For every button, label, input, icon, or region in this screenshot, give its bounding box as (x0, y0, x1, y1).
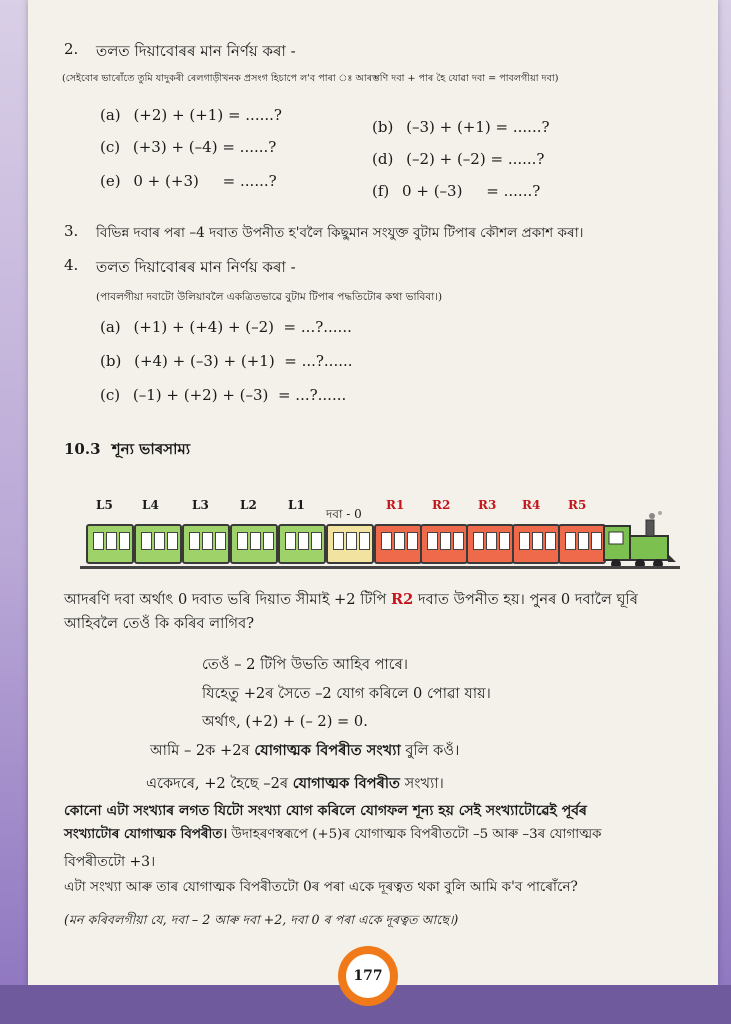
item-blank: ...?...... (295, 386, 347, 404)
car-label-zero: দবা - 0 (326, 507, 362, 521)
train-car-zero (326, 524, 374, 564)
para-2-line-2 (64, 824, 601, 846)
car-label-l2: L2 (240, 498, 257, 512)
line-4-text-a: আমি – 2ক +2ৰ (150, 742, 255, 759)
item-expr: (+4) + (–3) + (+1) = (134, 352, 302, 370)
train-illustration (80, 498, 680, 578)
locomotive-icon (602, 510, 676, 570)
note: (মন কৰিবলগীয়া যে, দবা – 2 আৰু দবা +2, দবা 0 ৰ পৰা একে দূৰত্বত আছে।) (64, 912, 459, 927)
car-label-r1: R1 (386, 498, 405, 512)
car-label-l3: L3 (192, 498, 209, 512)
item-expr: 0 + (+3) = (133, 172, 241, 190)
section-number: 10.3 (64, 440, 101, 458)
q2-hint: (সেইবোৰ ভাৰোঁতে তুমি যাদুকৰী ৰেলগাড়ীখনক প্ৰসংগ হিচাপে ল'ব পাৰা ঃ আৰম্ভণি দবা + পাৰ হৈ যোৱা দবা = পাবলগীয়া দবা) (62, 73, 559, 84)
item-label: (b) (100, 352, 122, 370)
para-2-text: উদাহৰণস্বৰূপে (+5)ৰ যোগাত্মক বিপৰীতটো –5 আৰু –3ৰ যোগাত্মক (227, 827, 602, 842)
item-label: (e) (100, 172, 121, 190)
item-blank: ......? (239, 138, 277, 156)
item-expr: (–1) + (+2) + (–3) = (132, 386, 296, 404)
item-blank: ...?...... (301, 352, 353, 370)
q2-item-d (372, 150, 544, 168)
train-car-r4 (512, 524, 560, 564)
para-2-line-3: বিপৰীতটো +3। (64, 854, 156, 870)
q2-item-f (372, 182, 540, 200)
item-label: (a) (100, 106, 121, 124)
car-label-l1: L1 (288, 498, 305, 512)
item-label: (a) (100, 318, 121, 336)
item-expr: (+3) + (–4) = (132, 138, 240, 156)
train-car-r1 (374, 524, 422, 564)
q2-item-b (372, 118, 550, 136)
car-label-l4: L4 (142, 498, 159, 512)
item-label: (c) (100, 386, 121, 404)
indent-line-3: অৰ্থাৎ, (+2) + (– 2) = 0. (202, 713, 368, 730)
train-car-l4 (134, 524, 182, 564)
q4-number: 4. (64, 256, 79, 274)
line-4-bold: যোগাত্মক বিপৰীত সংখ্যা (254, 742, 401, 759)
item-blank: ......? (503, 182, 541, 200)
train-car-r5 (558, 524, 606, 564)
item-expr: (+2) + (+1) = (133, 106, 246, 124)
q2-number: 2. (64, 40, 79, 58)
item-expr: 0 + (–3) = (402, 182, 504, 200)
train-car-r3 (466, 524, 514, 564)
line-5-text-a: একেদৰে, +2 হৈছে –2ৰ (146, 775, 293, 792)
car-label-l5: L5 (96, 498, 113, 512)
item-blank: ...?...... (300, 318, 352, 336)
item-expr: (+1) + (+4) + (–2) = (133, 318, 301, 336)
q2-title: তলত দিয়াবোৰৰ মান নিৰ্ণয় কৰা - (96, 42, 296, 60)
para-2-bold: সংখ্যাটোৰ যোগাত্মক বিপৰীত। (64, 826, 228, 842)
item-label: (d) (372, 150, 394, 168)
car-label-r5: R5 (568, 498, 587, 512)
para-1-line-2: আহিবলৈ তেওঁ কি কৰিব লাগিব? (64, 615, 255, 632)
q4-item-b (100, 352, 353, 370)
indent-line-1: তেওঁ – 2 টিপি উভতি আহিব পাৰে। (202, 656, 409, 673)
item-expr: (–3) + (+1) = (406, 118, 513, 136)
q4-title: তলত দিয়াবোৰৰ মান নিৰ্ণয় কৰা - (96, 258, 296, 276)
line-5-bold: যোগাত্মক বিপৰীত (292, 775, 400, 792)
q2-item-e (100, 172, 277, 190)
para-1-text-a: আদৰণি দবা অৰ্থাৎ 0 দবাত ভৰি দিয়াত সীমাই +2 টিপি (64, 591, 392, 608)
page-number: 177 (346, 954, 390, 998)
para-2-line-1: কোনো এটা সংখ্যাৰ লগত যিটো সংখ্যা যোগ কৰিলে যোগফল শূন্য হয় সেই সংখ্যাটোৱেই পূৰ্বৰ (64, 803, 587, 819)
train-car-l3 (182, 524, 230, 564)
para-3: এটা সংখ্যা আৰু তাৰ যোগাত্মক বিপৰীতটো 0ৰ পৰা একে দূৰত্বত থকা বুলি আমি ক'ব পাৰোঁনে? (64, 879, 578, 895)
car-label-r4: R4 (522, 498, 541, 512)
item-expr: (–2) + (–2) = (406, 150, 508, 168)
q3-number: 3. (64, 222, 79, 240)
train-car-l5 (86, 524, 134, 564)
q4-item-c (100, 386, 346, 404)
train-car-l1 (278, 524, 326, 564)
item-label: (f) (372, 182, 390, 200)
indent-line-2: যিহেতু +2ৰ সৈতে –2 যোগ কৰিলে 0 পোৱা যায়। (202, 685, 491, 702)
line-4-text-c: বুলি কওঁ। (400, 742, 460, 759)
section-heading (64, 438, 190, 463)
item-label: (b) (372, 118, 394, 136)
q4-item-a (100, 318, 352, 336)
q2-item-c (100, 138, 276, 156)
train-car-r2 (420, 524, 468, 564)
item-label: (c) (100, 138, 121, 156)
r2-highlight: R2 (391, 591, 414, 608)
q3-text: বিভিন্ন দবাৰ পৰা –4 দবাত উপনীত হ'বলৈ কিছুমান সংযুক্ত বুটাম টিপাৰ কৌশল প্ৰকাশ কৰা। (96, 225, 584, 241)
car-label-r2: R2 (432, 498, 451, 512)
train-car-l2 (230, 524, 278, 564)
item-blank: ......? (240, 172, 277, 190)
para-1-text-b: দবাত উপনীত হয়। পুনৰ 0 দবালৈ ঘূৰি (413, 591, 638, 608)
item-blank: ......? (512, 118, 550, 136)
q2-item-a (100, 106, 282, 124)
q4-hint: (পাবলগীয়া দবাটো উলিয়াবলৈ একত্ৰিতভাৱে বুটাম টিপাৰ পদ্ধতিটোৰ কথা ভাবিবা।) (96, 291, 443, 303)
item-blank: ......? (507, 150, 545, 168)
indent-line-5 (146, 773, 444, 797)
line-5-text-c: সংখ্যা। (399, 775, 444, 792)
indent-line-4 (150, 740, 459, 764)
item-blank: ......? (245, 106, 282, 124)
para-1-line-1 (64, 589, 638, 613)
car-label-r3: R3 (478, 498, 497, 512)
section-title: শূন্য ভাৰসাম্য (111, 440, 191, 458)
train-rail (80, 566, 680, 569)
